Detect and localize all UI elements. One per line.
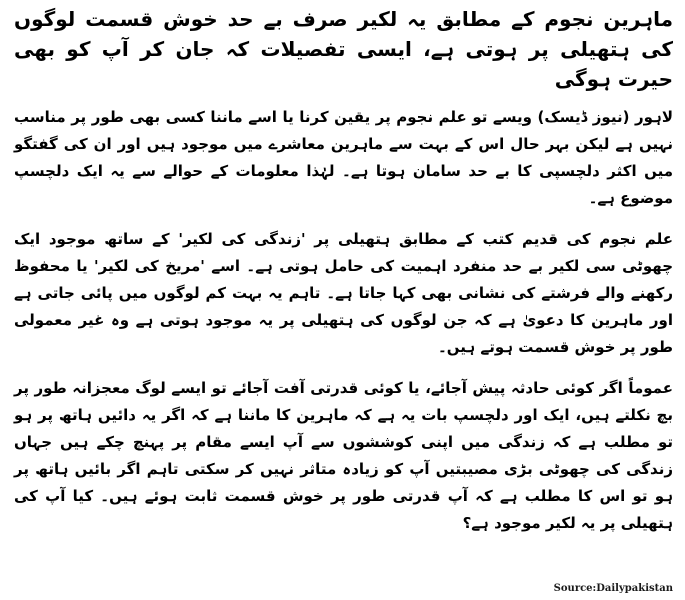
article-paragraph-intro: لاہور (نیوز ڈیسک) ویسے تو علم نجوم پر یقین کرنا یا اسے ماننا کسی بھی طور پر مناسب نہیں ہے لیکن بہر حال اس کے بہت سے ماہرین معاشرے میں موجود ہیں اور ان کی گفتگو میں اکثر دلچسپی کا بے حد سامان ہوتا ہے۔ لہٰذا معلومات کے حوالے سے یہ ایک دلچسپ موضوع ہے۔ bbox=[14, 108, 673, 207]
article-paragraph-palm-line: علم نجوم کی قدیم کتب کے مطابق ہتھیلی پر 'زندگی کی لکیر' کے ساتھ موجود ایک چھوٹی سی لکیر بے حد منفرد اہمیت کی حامل ہوتی ہے۔ اسے 'مریخ کی لکیر' یا محفوظ رکھنے والے فرشتے کی نشانی بھی کہا جاتا ہے۔ تاہم یہ بہت کم لوگوں میں پائی جاتی ہے اور ماہرین کا دعویٰ ہے کہ جن لوگوں کی ہتھیلی پر یہ موجود ہوتی ہے وہ غیر معمولی طور پر خوش قسمت ہوتے ہیں۔ bbox=[14, 230, 673, 356]
source-credit: Source:Dailypakistan bbox=[553, 583, 673, 594]
article-headline: ماہرین نجوم کے مطابق یہ لکیر صرف بے حد خوش قسمت لوگوں کی ہتھیلی پر ہوتی ہے، ایسی تفصیلات کہ جان کر آپ کو بھی حیرت ہوگی bbox=[14, 7, 673, 91]
article-paragraph-meaning: عموماً اگر کوئی حادثہ پیش آجائے، یا کوئی قدرتی آفت آجائے تو ایسے لوگ معجزانہ طور پر بچ نکلتے ہیں، ایک اور دلچسپ بات یہ ہے کہ ماہرین کا ماننا ہے کہ اگر یہ دائیں ہاتھ پر ہو تو مطلب ہے کہ زندگی میں اپنی کوششوں سے آپ ایسے مقام پر پہنچ چکے ہیں جہاں زندگی کی چھوٹی بڑی مصیبتیں آپ کو زیادہ متاثر نہیں کر سکتی تاہم اگر بائیں ہاتھ پر ہو تو اس کا مطلب ہے کہ آپ قدرتی طور پر خوش قسمت ثابت ہوئے ہیں۔ کیا آپ کی ہتھیلی پر یہ لکیر موجود ہے؟ bbox=[14, 379, 673, 532]
